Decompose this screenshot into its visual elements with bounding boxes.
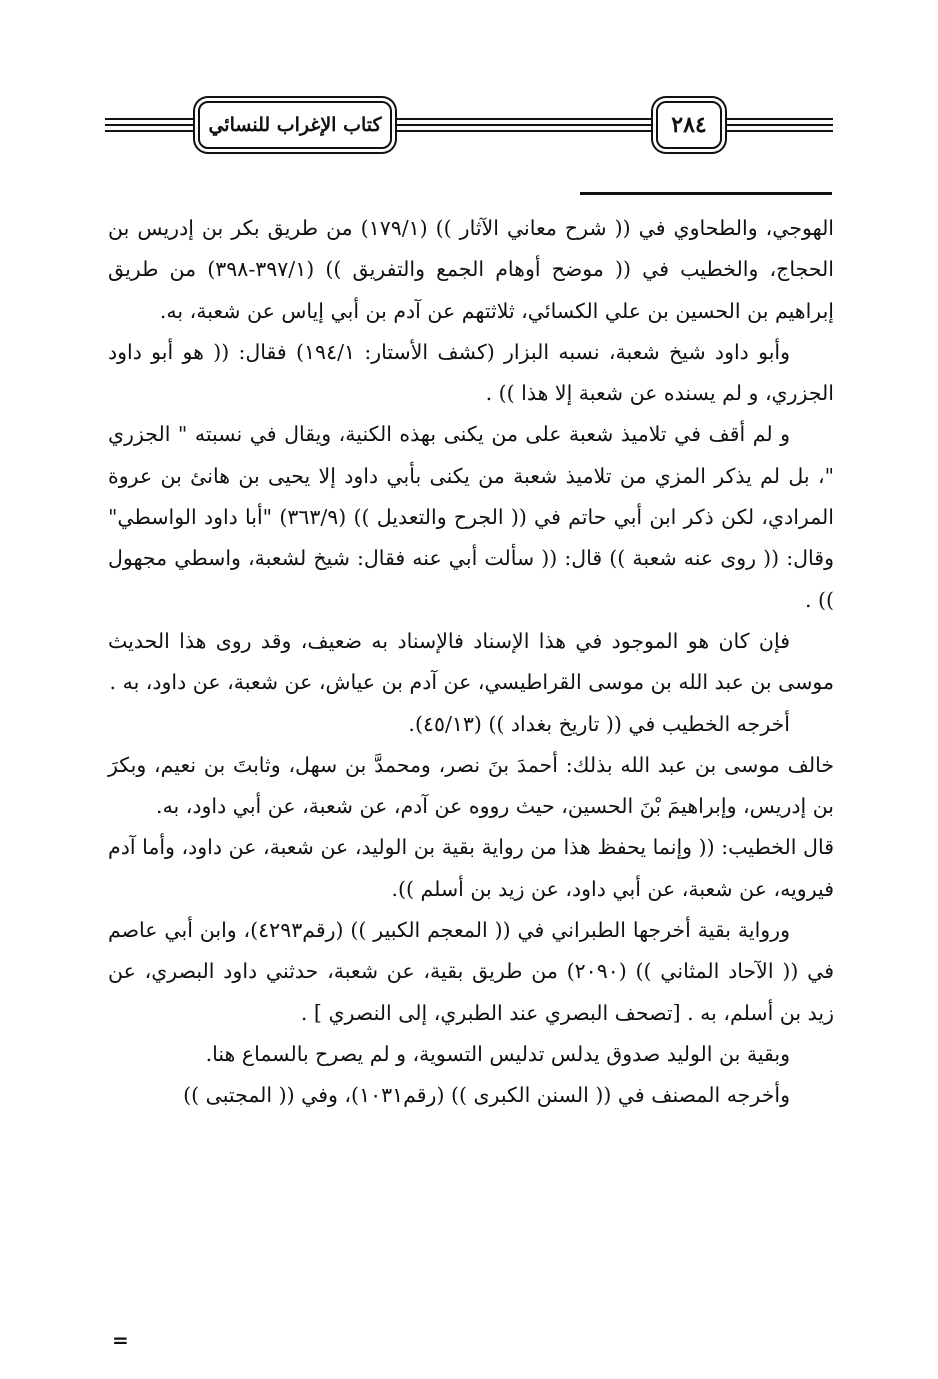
paragraph: ورواية بقية أخرجها الطبراني في (( المعجم الكبير )) (رقم٤٢٩٣)، وابن أبي عاصم في (( الآحاد المثاني )) (٢٠٩٠) من طريق بقية، عن شعبة، حدثني داود البصري، عن زيد بن أسلم، به . [تصحف البصري عند الطبري، إلى النصري ] . — [108, 918, 834, 1025]
footnote-separator — [580, 192, 832, 195]
paragraph: و لم أقف في تلاميذ شعبة على من يكنى بهذه الكنية، ويقال في نسبته " الجزري "، بل لم يذكر المزي من تلاميذ شعبة من يكنى بأبي داود إلا يحيى بن هانئ بن عروة المرادي، لكن ذكر ابن أبي حاتم في (( الجرح والتعديل )) (٣٦٣/٩) "أبا داود الواسطي" وقال: (( روى عنه شعبة )) قال: (( سألت أبي عنه فقال: شيخ لشعبة، واسطي مجهول )) . — [108, 422, 834, 612]
continuation-mark: = — [112, 1328, 129, 1352]
paragraph: أخرجه الخطيب في (( تاريخ بغداد )) (٤٥/١٣). — [408, 711, 790, 736]
book-title: كتاب الإغراب للنسائي — [198, 101, 392, 149]
footnote-text — [108, 208, 834, 1117]
page-number: ٢٨٤ — [656, 101, 722, 149]
paragraph: وأخرجه المصنف في (( السنن الكبرى )) (رقم١٠٣١)، وفي (( المجتبى )) — [183, 1083, 790, 1108]
paragraph: الهوجي، والطحاوي في (( شرح معاني الآثار )) (١٧٩/١) من طريق بكر بن إدريس بن الحجاج، والخطيب في (( موضح أوهام الجمع والتفريق )) (٣٩٧/١-٣٩٨) من طريق إبراهيم بن الحسين بن علي الكسائي، ثلاثتهم عن آدم بن أبي إياس عن شعبة، به. — [108, 216, 835, 323]
paragraph: وأبو داود شيخ شعبة، نسبه البزار (كشف الأستار: ١٩٤/١) فقال: (( هو أبو داود الجزري، و لم يسنده عن شعبة إلا هذا )) . — [108, 339, 834, 406]
paragraph: قال الخطيب: (( وإنما يحفظ هذا من رواية بقية بن الوليد، عن شعبة، عن داود، وأما آدم فيرويه، عن شعبة، عن أبي داود، عن زيد بن أسلم )). — [108, 835, 834, 901]
paragraph: فإن كان هو الموجود في هذا الإسناد فالإسناد به ضعيف، وقد روى هذا الحديث موسى بن عبد الله بن موسى القراطيسي، عن آدم بن عياش، عن شعبة، عن داود، به . — [108, 628, 834, 695]
paragraph: خالف موسى بن عبد الله بذلك: أحمدَ بنَ نصر، ومحمدَّ بن سهل، وثابتَ بن نعيم، وبكرَ بن إدريس، وإبراهيمَ بْنَ الحسين، حيث رووه عن آدم، عن شعبة، عن أبي داود، به. — [108, 752, 834, 819]
paragraph: وبقية بن الوليد صدوق يدلس تدليس التسوية، و لم يصرح بالسماع هنا. — [205, 1041, 790, 1066]
